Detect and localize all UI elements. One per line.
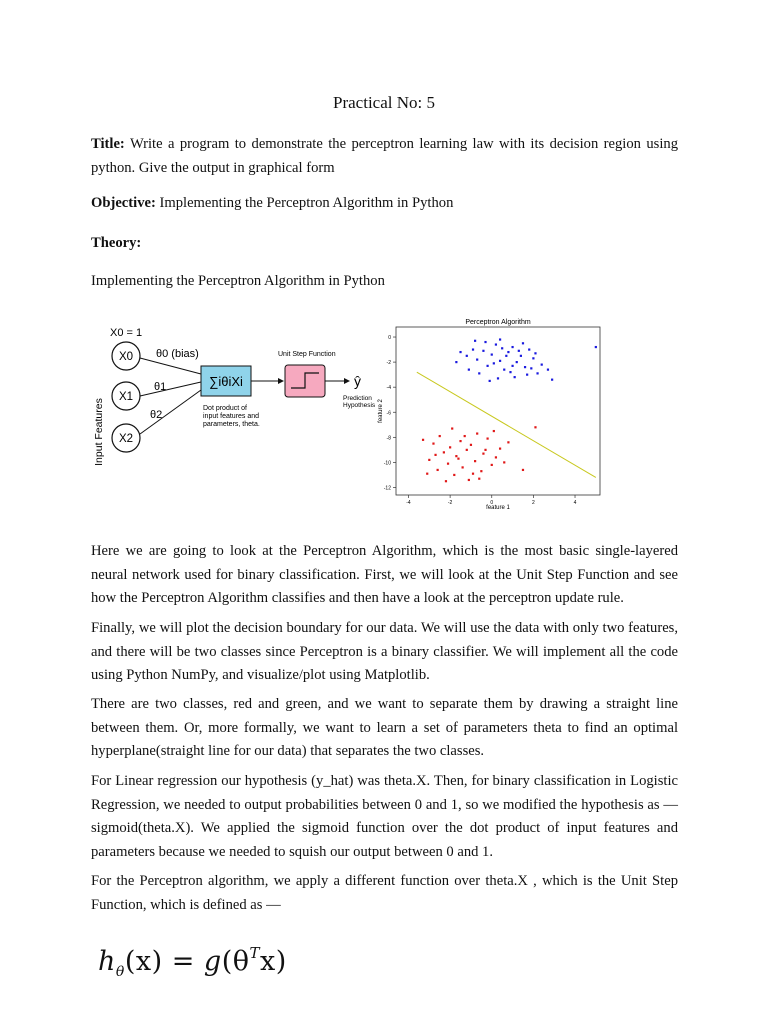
point-series1-10	[462, 466, 464, 468]
point-series0-28	[541, 364, 543, 366]
arrow-step-out	[344, 378, 350, 384]
point-series1-22	[503, 461, 505, 463]
point-series1-32	[522, 469, 524, 471]
x-tick-label-1: -2	[447, 500, 453, 506]
y-tick-label-6: -12	[383, 485, 391, 492]
formula-transpose: T	[249, 944, 261, 962]
point-series1-28	[457, 458, 459, 460]
point-series1-30	[464, 435, 466, 437]
point-series1-3	[439, 435, 441, 437]
point-series0-31	[493, 362, 495, 364]
bias-label: θ0 (bias)	[156, 348, 199, 360]
point-series0-26	[526, 374, 528, 376]
dot-caption-3: parameters, theta.	[203, 421, 260, 428]
point-series1-9	[459, 440, 461, 442]
point-series1-17	[482, 453, 484, 455]
point-series0-5	[486, 365, 488, 367]
point-series1-35	[434, 454, 436, 456]
perceptron-figure	[88, 312, 608, 517]
step-title: Unit Step Function	[278, 351, 336, 358]
point-series1-18	[486, 437, 488, 439]
point-series0-33	[518, 350, 520, 352]
point-series0-8	[499, 360, 501, 362]
point-series1-23	[451, 427, 453, 429]
point-series1-29	[484, 449, 486, 451]
y-tick-label-3: -6	[386, 410, 391, 417]
point-series1-1	[432, 442, 434, 444]
point-series0-34	[530, 367, 532, 369]
prediction-caption-1: Prediction	[343, 395, 372, 402]
point-series0-1	[466, 355, 468, 357]
point-series0-0	[459, 351, 461, 353]
paragraph-4: For Linear regression our hypothesis (y_hat) was theta.X. Then, for binary classification in Logistic Regression, we needed to output probabilities between 0 and 1, so we modified the hypothesis as — sigmoid(theta.X). We applied the sigmoid function over the dot product of input features and parameters because we needed to squish our output between 0 and 1.	[91, 773, 678, 860]
point-series0-21	[497, 377, 499, 379]
point-series0-19	[478, 372, 480, 374]
point-series1-16	[480, 470, 482, 472]
point-series0-37	[511, 365, 513, 367]
objective-label: Objective:	[91, 195, 156, 211]
formula-x-close: x)	[260, 946, 287, 977]
sum-label: ∑iθiXi	[209, 374, 243, 389]
point-series1-26	[493, 430, 495, 432]
y-tick-label-5: -10	[383, 460, 391, 467]
point-series0-16	[532, 357, 534, 359]
point-series0-36	[499, 338, 501, 340]
point-series1-33	[534, 426, 536, 428]
formula-x-open: (x) =	[124, 946, 204, 977]
point-series1-2	[437, 469, 439, 471]
theory-heading	[91, 232, 678, 256]
objective-paragraph	[91, 192, 678, 216]
yhat-label: ŷ	[354, 373, 361, 389]
prediction-caption-2: Hypothesis	[343, 402, 376, 409]
plot-frame	[396, 327, 600, 495]
point-series1-11	[466, 449, 468, 451]
paragraph-2: Finally, we will plot the decision boundary for our data. We will use the data with only two features, and there will be two classes since Perceptron is a binary classifier. We will implement all the code using Python NumPy, and visualize/plot using Matplotlib.	[91, 620, 678, 683]
point-series0-38	[489, 380, 491, 382]
point-series0-14	[524, 366, 526, 368]
point-series1-13	[470, 444, 472, 446]
title-paragraph	[91, 133, 678, 180]
point-series0-2	[472, 348, 474, 350]
node-x1-label: X1	[118, 391, 134, 403]
node-x2-label: X2	[118, 433, 134, 445]
point-series0-18	[468, 369, 470, 371]
dot-caption-1: Dot product of	[203, 405, 247, 412]
point-series0-30	[474, 340, 476, 342]
point-series0-24	[514, 376, 516, 378]
point-series1-8	[455, 455, 457, 457]
point-series0-10	[507, 351, 509, 353]
scatter-chart	[378, 319, 600, 511]
point-series0-17	[536, 372, 538, 374]
hypothesis-formula	[98, 944, 287, 980]
formula-g: g	[203, 946, 222, 977]
point-series0-25	[522, 342, 524, 344]
node-x0-label: X0	[118, 351, 134, 363]
point-series0-22	[501, 347, 503, 349]
point-series1-0	[428, 459, 430, 461]
theta2-label: θ2	[150, 409, 163, 421]
point-series1-24	[445, 480, 447, 482]
title-text: Write a program to demonstrate the perceptron learning law with its decision region using python. Give the output in graphical form	[91, 136, 678, 176]
point-series1-31	[507, 441, 509, 443]
point-series0-35	[455, 361, 457, 363]
point-series1-27	[422, 439, 424, 441]
point-series0-15	[528, 348, 530, 350]
paragraph-1: Here we are going to look at the Perceptron Algorithm, which is the most basic single-layered neural network used for binary classification. First, we will look at the Unit Step Function and see how the Perceptron Algorithm classifies and then have a look at the perceptron update rule.	[91, 543, 678, 606]
point-series0-12	[516, 361, 518, 363]
dot-caption-2: input features and	[203, 413, 260, 420]
formula-h: h	[98, 946, 116, 977]
point-series1-34	[426, 473, 428, 475]
edge-x0	[140, 358, 201, 374]
edge-x1	[140, 382, 201, 396]
point-series1-5	[447, 463, 449, 465]
title-label: Title:	[91, 136, 125, 152]
y-tick-label-1: -2	[386, 360, 391, 367]
chart-title: Perceptron Algorithm	[465, 319, 531, 326]
point-series0-6	[491, 353, 493, 355]
subheading: Implementing the Perceptron Algorithm in Python	[91, 273, 385, 289]
x-tick-label-3: 2	[531, 500, 535, 506]
practical-heading: Practical No: 5	[333, 93, 435, 112]
y-tick-label-2: -4	[386, 385, 391, 392]
point-series0-4	[482, 350, 484, 352]
point-series1-20	[495, 456, 497, 458]
perceptron-diagram	[88, 312, 608, 517]
point-series1-36	[478, 478, 480, 480]
point-series1-14	[474, 460, 476, 462]
x-axis-label: feature 1	[486, 505, 510, 511]
input-axis-label: Input Features	[93, 398, 105, 466]
point-series1-7	[453, 474, 455, 476]
arrow-sum-step	[278, 378, 284, 384]
point-series1-12	[468, 479, 470, 481]
point-series0-11	[511, 346, 513, 348]
point-series0-39	[551, 379, 553, 381]
point-series0-32	[505, 355, 507, 357]
objective-text: Implementing the Perceptron Algorithm in Python	[159, 195, 454, 211]
point-series0-7	[495, 343, 497, 345]
paragraph-5: For the Perceptron algorithm, we apply a different function over theta.X , which is the Unit Step Function, which is defined as —	[91, 873, 678, 913]
y-axis-label: feature 2	[378, 399, 384, 423]
x-tick-label-2: 0	[490, 500, 494, 506]
theory-label: Theory:	[91, 235, 142, 251]
point-series0-9	[503, 369, 505, 371]
point-series1-21	[499, 448, 501, 450]
y-tick-label-4: -8	[386, 435, 391, 442]
point-series1-6	[449, 446, 451, 448]
point-series1-4	[443, 451, 445, 453]
formula-theta-sub: θ	[115, 964, 125, 980]
point-series0-29	[547, 369, 549, 371]
x-tick-label-0: -4	[406, 500, 411, 506]
point-series1-25	[472, 473, 474, 475]
point-series1-19	[491, 464, 493, 466]
theta1-label: θ1	[154, 381, 167, 393]
point-series0-20	[484, 341, 486, 343]
point-series0-3	[476, 358, 478, 360]
point-series0-40	[595, 346, 597, 348]
y-tick-label-0: 0	[388, 335, 391, 342]
point-series0-27	[534, 352, 536, 354]
point-series0-23	[509, 371, 511, 373]
point-series0-13	[520, 355, 522, 357]
point-series1-15	[476, 432, 478, 434]
formula-paren-open: (θ	[221, 946, 250, 977]
x0-label: X0 = 1	[110, 327, 143, 339]
paragraph-3: There are two classes, red and green, and we want to separate them by drawing a straight line between them. Or, more formally, we want to learn a set of parameters theta to find an optimal hyperplane(straight line for our data) that separates the two classes.	[91, 696, 678, 759]
x-tick-label-4: 4	[573, 500, 577, 506]
